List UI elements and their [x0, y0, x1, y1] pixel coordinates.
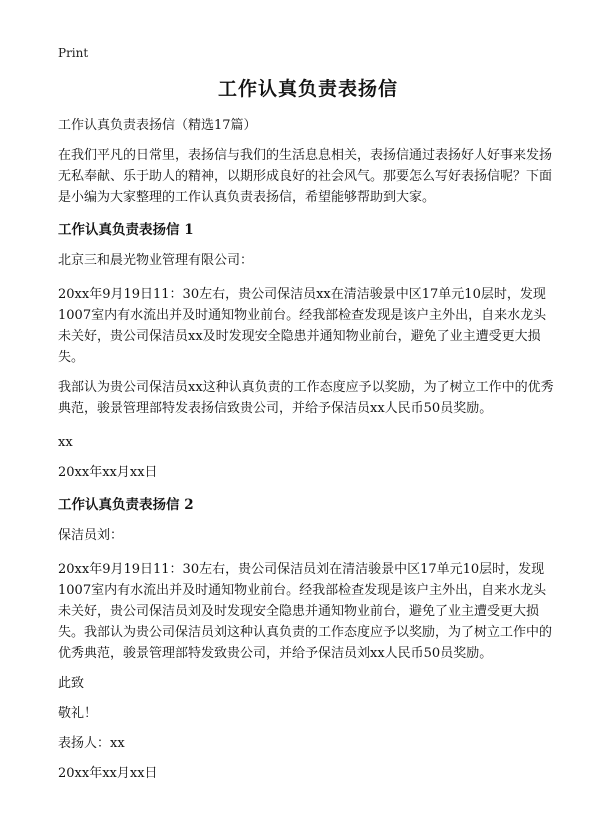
letter-1-addressee: 北京三和晨光物业管理有限公司： — [58, 253, 254, 268]
letter-1-date: 20xx年xx月xx日 — [58, 465, 158, 480]
letter-1 — [58, 220, 558, 483]
letter-2-closing-2: 敬礼！ — [58, 706, 98, 721]
print-label: Print — [58, 46, 89, 60]
page-title: 工作认真负责表扬信 — [217, 78, 398, 100]
letter-2-heading: 工作认真负责表扬信 2 — [58, 497, 194, 513]
letter-1-signature: xx — [58, 435, 73, 450]
document-page — [58, 74, 558, 784]
document-subtitle: 工作认真负责表扬信（精选17篇） — [58, 118, 257, 133]
letter-1-paragraph-2: 我部认为贵公司保洁员xx这种认真负责的工作态度应予以奖励，为了树立工作中的优秀典范，骏景管理部特发表扬信致贵公司，并给予保洁员xx人民币50员奖励。 — [58, 380, 554, 416]
letter-1-paragraph-1: 20xx年9月19日11：30左右，贵公司保洁员xx在清洁骏景中区17单元10层时，发现1007室内有水流出并及时通知物业前台。经我部检查发现是该户主外出，自来水龙头未关好，贵公司保洁员xx及时发现安全隐患并通知物业前台，避免了业主遭受更大损失。 — [58, 287, 547, 365]
letter-2-paragraph-1: 20xx年9月19日11：30左右，贵公司保洁员刘在清洁骏景中区17单元10层时，发现1007室内有水流出并及时通知物业前台。经我部检查发现是该户主外出，自来水龙头未关好，贵公司保洁员刘及时发现安全隐患并通知物业前台，避免了业主遭受更大损失。我部认为贵公司保洁员刘这种认真负责的工作态度应予以奖励，为了树立工作中的优秀典范，骏景管理部特发致贵公司，并给予保洁员刘xx人民币50员奖励。 — [58, 562, 553, 661]
intro-paragraph: 在我们平凡的日常里，表扬信与我们的生活息息相关，表扬信通过表扬好人好事来发扬无私奉献、乐于助人的精神，以期形成良好的社会风气。那要怎么写好表扬信呢？下面是小编为大家整理的工作认真负责表扬信，希望能够帮助到大家。 — [58, 148, 553, 205]
letter-1-heading: 工作认真负责表扬信 1 — [58, 222, 194, 238]
letter-2-closing-1: 此致 — [58, 676, 85, 691]
letter-2-praiser: 表扬人：xx — [58, 736, 125, 751]
letter-2-date: 20xx年xx月xx日 — [58, 766, 158, 781]
letter-2 — [58, 495, 558, 784]
letter-2-addressee: 保洁员刘： — [58, 528, 124, 543]
